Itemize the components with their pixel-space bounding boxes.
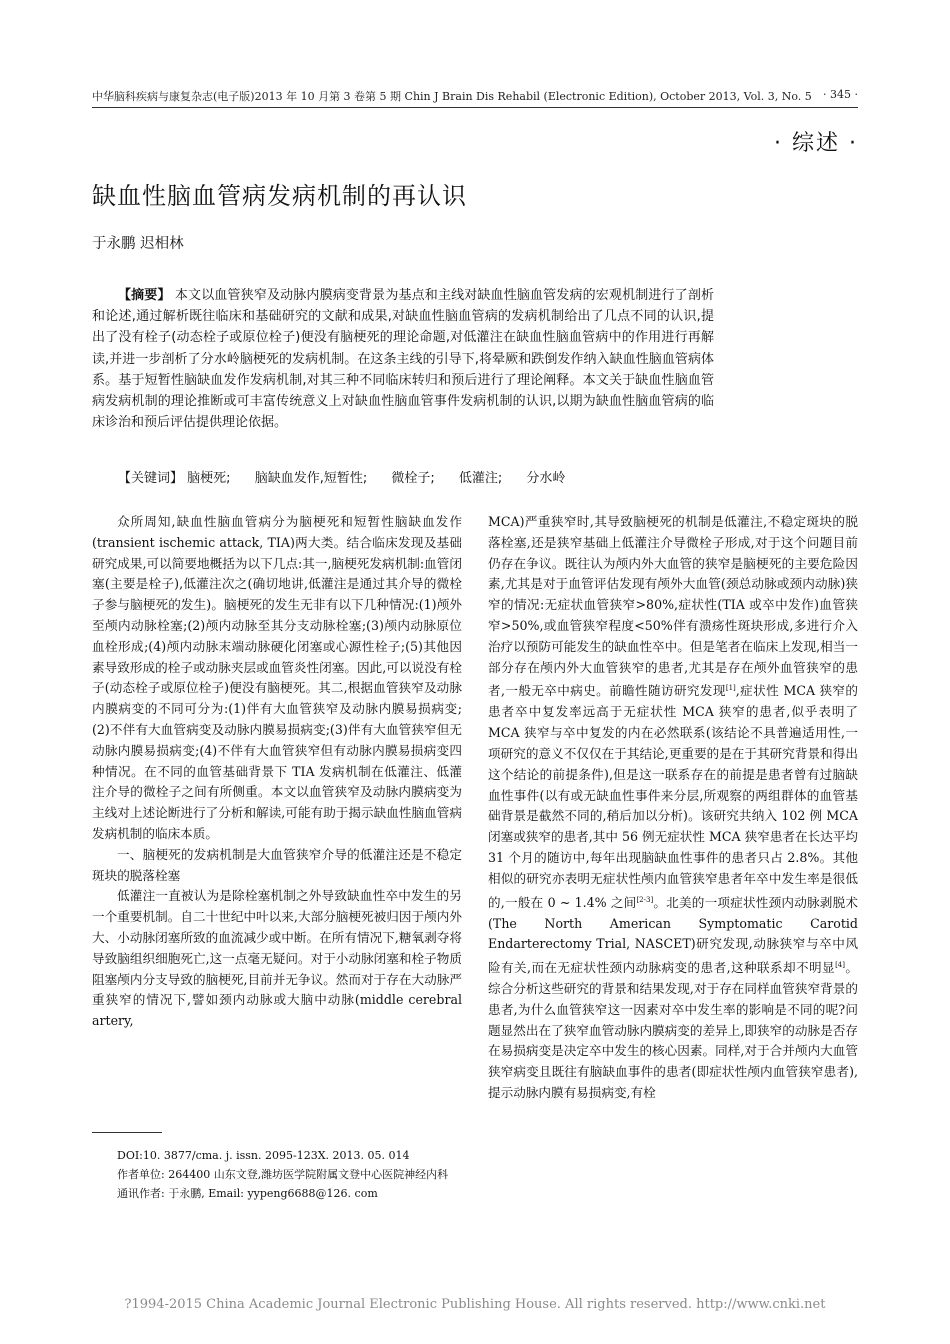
keyword: 脑缺血发作,短暂性; [254, 471, 368, 486]
text-run: 。综合分析这些研究的背景和结果发现,对于存在同样血管狭窄背景的患者,为什么血管狭窄这一因素对卒中发生率的影响是不同的呢?问题显然出在了狭窄血管动脉内膜病变的差异上,即狭窄的动脉是否存在易损病变是决定卒中发生的核心因素。同样,对于合并颅内大血管狭窄病变且既往有脑缺血事件的患者(即症状性颅内血管狭窄患者),提示动脉内膜有易损病变,有栓 [488, 960, 858, 1101]
text-run: MCA)严重狭窄时,其导致脑梗死的机制是低灌注,不稳定斑块的脱落栓塞,还是狭窄基础上低灌注介导微栓子形成,对于这个问题目前仍存在争议。既往认为颅内外大血管的狭窄是脑梗死的主要危险因素,尤其是对于血管评估发现有颅外大血管(颈总动脉或颈内动脉)狭窄的情况:无症状血管狭窄>80%,症状性(TIA 或卒中发作)血管狭窄>50%,或血管狭窄程度<50%伴有溃疡性斑块形成,多进行介入治疗以预防可能发生的缺血性卒中。但是笔者在临床上发现,相当一部分存在颅内外大血管狭窄的患者,尤其是存在颅外血管狭窄的患者,一般无卒中病史。前瞻性随访研究发现 [488, 514, 858, 699]
body-paragraph [488, 512, 858, 1104]
header-rule [92, 107, 858, 108]
keywords [92, 467, 585, 486]
text-run: 。北美的一项症状性颈内动脉剥脱术(The North American Symptomatic Carotid Endarterectomy Trial, NASCET)研究发现,动脉狭窄与卒中风险有关,而在无症状性颈内动脉病变的患者,这种联系却不明显 [488, 894, 859, 976]
body-column-right [488, 512, 858, 1104]
body-paragraph: 众所周知,缺血性脑血管病分为脑梗死和短暂性脑缺血发作(transient ischemic attack, TIA)两大类。结合临床发现及基础研究成果,可以简要地概括为以下几点:其一,脑梗死发病机制:血管闭塞(主要是栓子),低灌注次之(确切地讲,低灌注是通过其介导的微栓子参与脑梗死的发生)。脑梗死的发生无非有以下几种情况:(1)颅外至颅内动脉栓塞;(2)颅内动脉至其分支动脉栓塞;(3)颅内动脉原位血栓形成;(4)颅内动脉末端动脉硬化闭塞或心源性栓子;(5)其他因素导致形成的栓子或动脉夹层或血管炎性闭塞。因此,可以说没有栓子(动态栓子或原位栓子)便没有脑梗死。其二,根据血管狭窄及动脉内膜病变的不同可分为:(1)伴有大血管狭窄及动脉内膜易损病变;(2)不伴有大血管病变及动脉内膜易损病变;(3)伴有大血管狭窄但无动脉内膜易损病变;(4)不伴有大血管狭窄但有动脉内膜易损病变四种情况。在不同的血管基础背景下 TIA 发病机制在低灌注、低灌注介导的微栓子之间有所侧重。本文以血管狭窄及动脉内膜病变为主线对上述论断进行了分析和解读,可能有助于揭示缺血性脑血管病发病机制的临床本质。 [92, 514, 462, 841]
keyword: 微栓子; [391, 471, 435, 486]
citation-ref[interactable]: [4] [835, 961, 845, 970]
keyword: 脑梗死; [187, 471, 231, 486]
section-tag: · 综述 · [774, 131, 858, 156]
footnote [92, 1146, 462, 1203]
footnote-rule [92, 1132, 162, 1133]
keyword: 低灌注; [458, 471, 503, 486]
keyword: 分水岭 [526, 471, 566, 486]
article-authors: 于永鹏 迟相林 [92, 236, 184, 252]
citation-ref[interactable]: [2-3] [636, 895, 654, 904]
page-number: · 345 · [823, 88, 858, 101]
citation-ref[interactable]: [1] [725, 684, 736, 693]
text-run: ,症状性 MCA 狭窄的患者卒中复发率远高于无症状性 MCA 狭窄的患者,似乎表明了 MCA 狭窄与卒中复发的内在必然联系(该结论不具普遍适用性,一项研究的意义不仅仅在于其结论,更重要的是在于其研究背景和得出这个结论的前提条件),但是这一联系存在的前提是患者曾有过脑缺血性事件(以有或无缺血性事件来分层,所观察的两组群体的血管基础背景是截然不同的,稍后加以分析)。该研究共纳入 102 例 MCA 闭塞或狭窄的患者,其中 56 例无症状性 MCA 狭窄患者在长达平均 31 个月的随访中,每年出现脑缺血性事件的患者只占 2.8%。其他相似的研究亦表明无症状性颅内血管狭窄患者年卒中发生率是很低的,一般在 0 ~ 1.4% 之间 [488, 683, 858, 910]
article-title: 缺血性脑血管病发病机制的再认识 [92, 182, 467, 210]
doi-line[interactable]: DOI:10. 3877/cma. j. issn. 2095-123X. 2013. 05. 014 [117, 1149, 410, 1162]
running-header [92, 88, 858, 104]
journal-citation: 中华脑科疾病与康复杂志(电子版)2013 年 10 月第 3 卷第 5 期 Chin J Brain Dis Rehabil (Electronic Edition), October 2013, Vol. 3, No. 5 [92, 90, 812, 103]
abstract-text: 本文以血管狭窄及动脉内膜病变背景为基点和主线对缺血性脑血管发病的宏观机制进行了剖析和论述,通过解析既往临床和基础研究的文献和成果,对缺血性脑血管病的发病机制给出了几点不同的认识,提出了没有栓子(动态栓子或原位栓子)便没有脑梗死的理论命题,对低灌注在缺血性脑血管病中的作用进行再解读,并进一步剖析了分水岭脑梗死的发病机制。在这条主线的引导下,将晕厥和跌倒发作纳入缺血性脑血管病体系。基于短暂性脑缺血发作发病机制,对其三种不同临床转归和预后进行了理论阐释。本文关于缺血性脑血管病发病机制的理论推断或可丰富传统意义上对缺血性脑血管事件发病机制的认识,以期为缺血性脑血管病的临床诊治和预后评估提供理论依据。 [92, 288, 714, 431]
affiliation-line: 作者单位: 264400 山东文登,潍坊医学院附属文登中心医院神经内科 [117, 1168, 449, 1181]
abstract-label: 【摘要】 [118, 288, 171, 303]
keywords-label: 【关键词】 [118, 471, 184, 486]
correspondence-line[interactable]: 通讯作者: 于永鹏, Email: yypeng6688@126. com [117, 1187, 378, 1200]
section-heading: 一、脑梗死的发病机制是大血管狭窄介导的低灌注还是不稳定斑块的脱落栓塞 [92, 846, 462, 883]
body-column-left [92, 512, 462, 1032]
copyright-footer: ?1994-2015 China Academic Journal Electronic Publishing House. All rights reserved. http://www.cnki.net [124, 1297, 826, 1312]
abstract [92, 285, 714, 433]
body-paragraph: 低灌注一直被认为是除栓塞机制之外导致缺血性卒中发生的另一个重要机制。自二十世纪中叶以来,大部分脑梗死被归因于颅内外大、小动脉闭塞所致的血流减少或中断。在所有情况下,糖氧剥夺将导致脑组织细胞死亡,这一点毫无疑问。对于小动脉闭塞和栓子物质阻塞颅内分支导致的脑梗死,目前并无争议。然而对于存在大动脉严重狭窄的情况下,譬如颈内动脉或大脑中动脉(middle cerebral artery, [92, 888, 462, 1029]
